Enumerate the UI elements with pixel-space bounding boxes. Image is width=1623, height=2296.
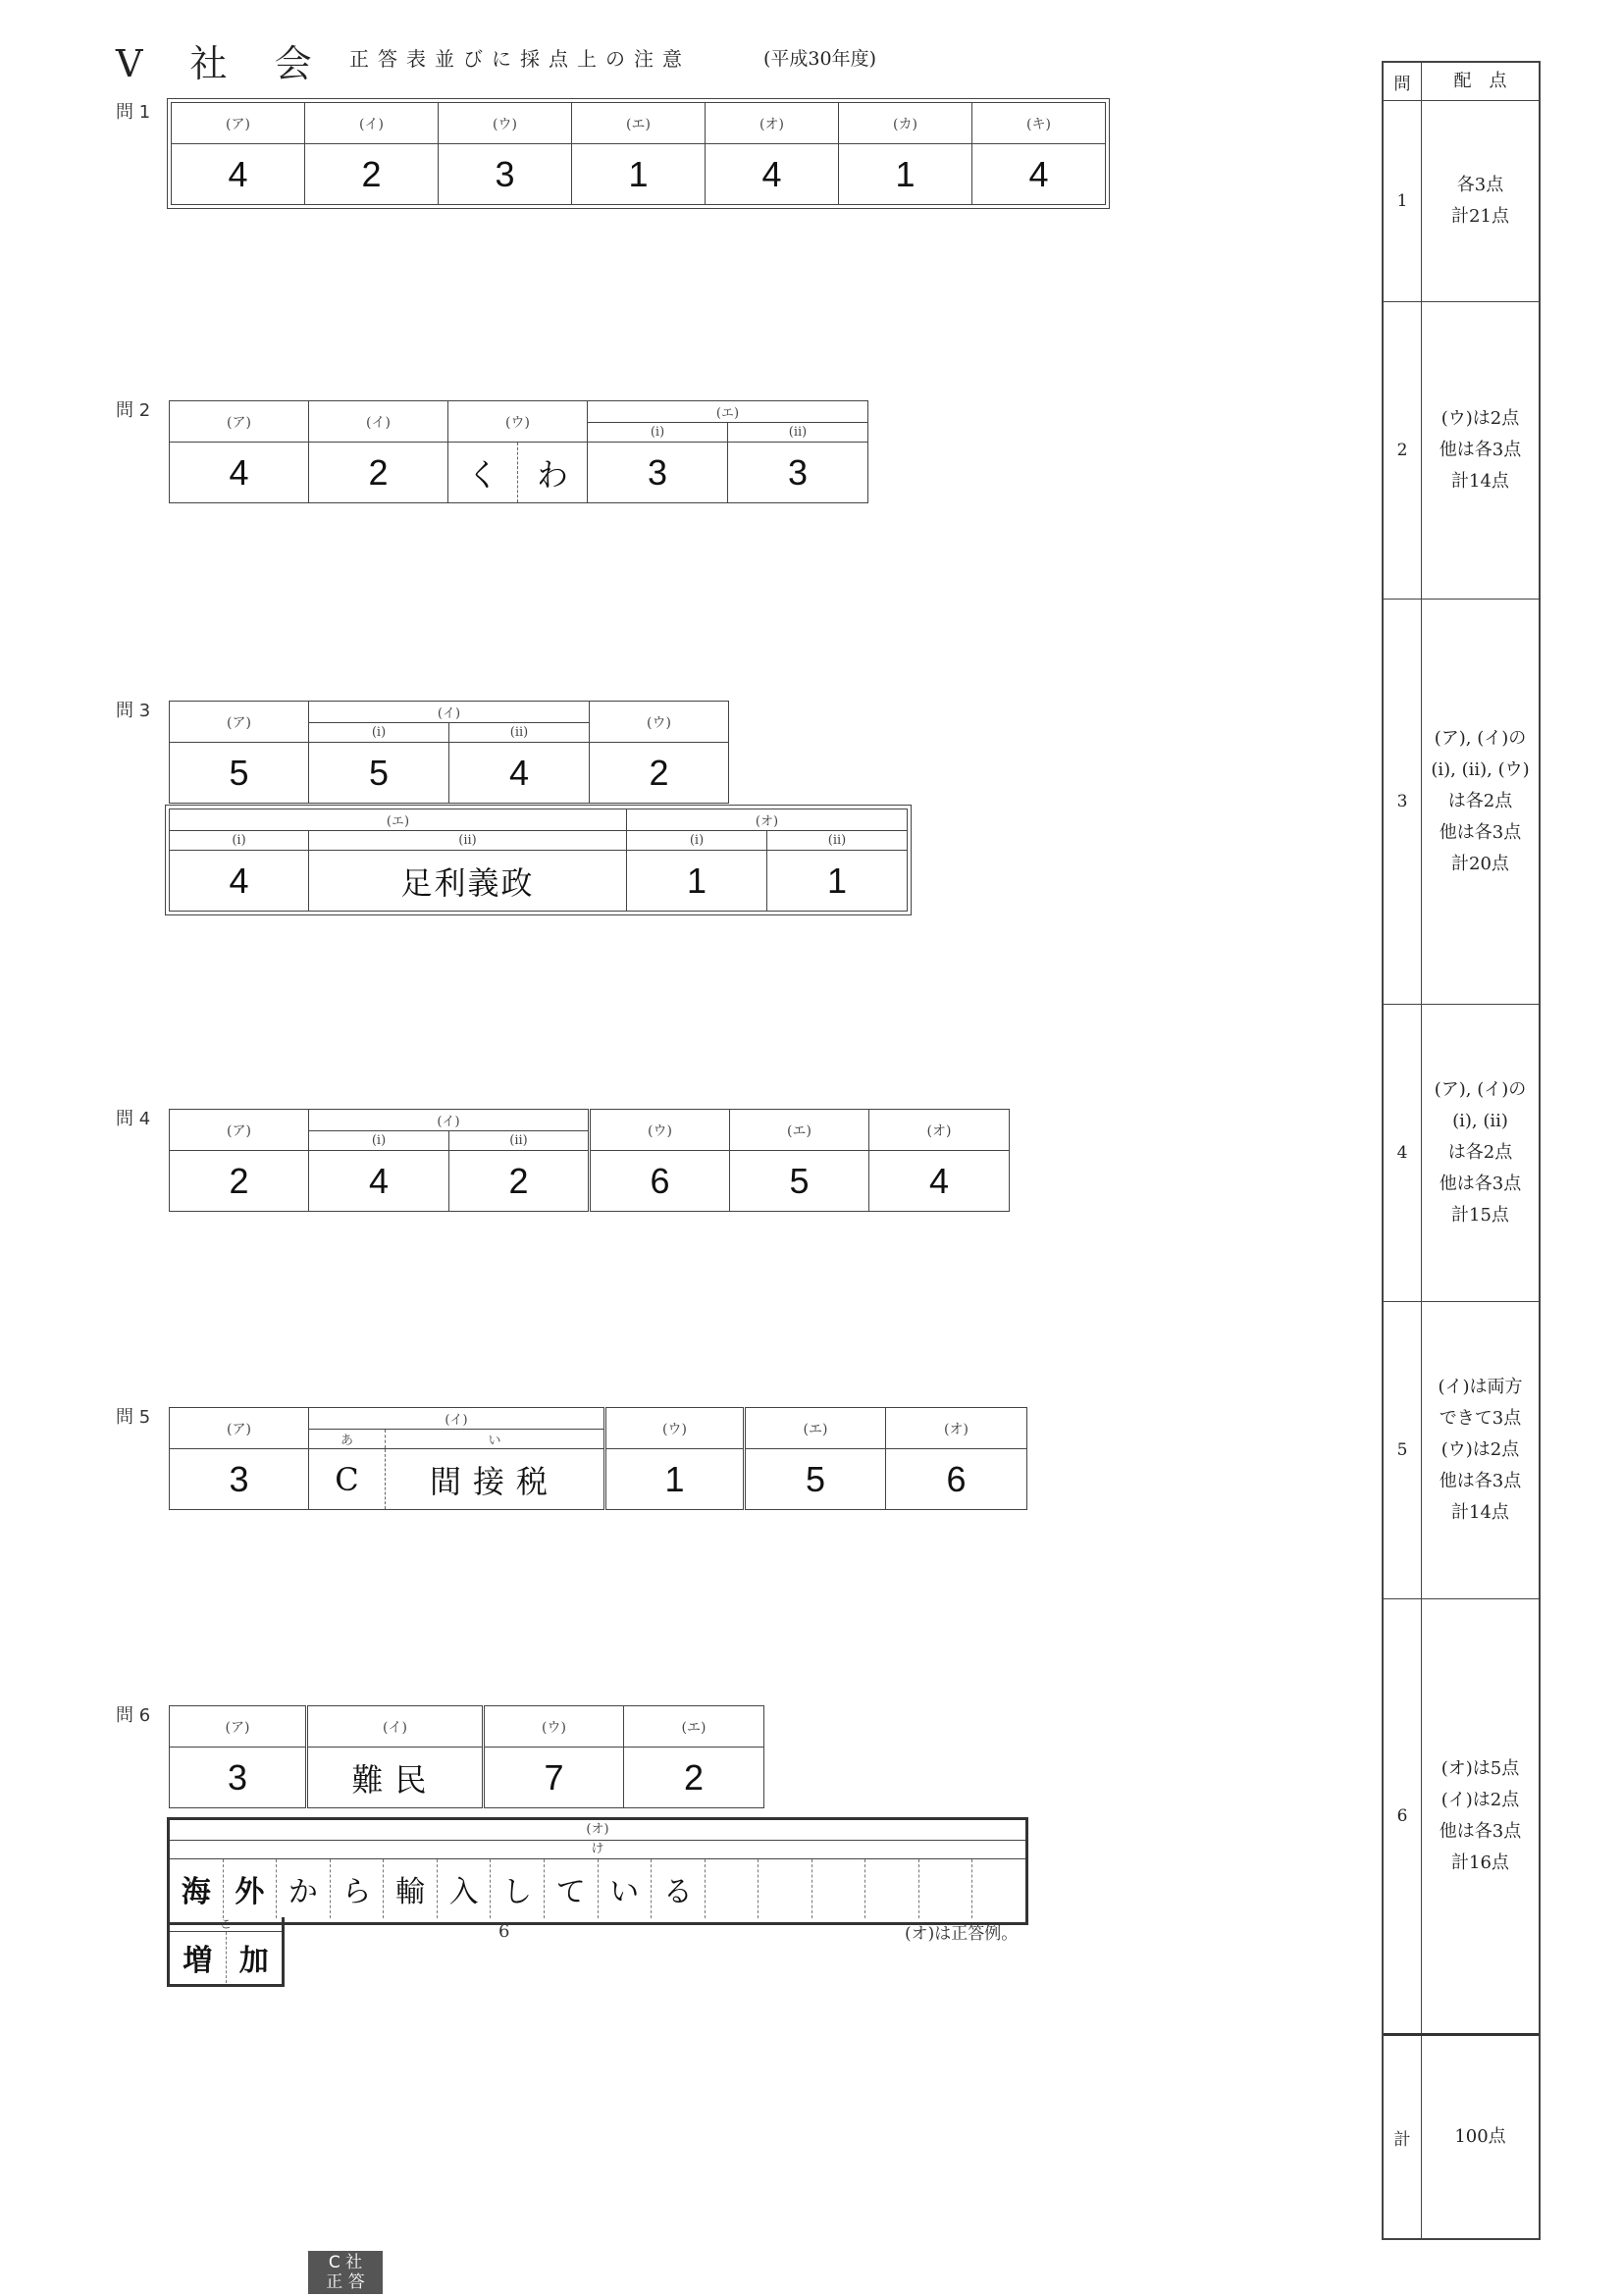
q5-header-a: (ア) xyxy=(170,1408,309,1449)
q6-o-char-cell: い xyxy=(598,1859,652,1918)
q5-answer-a: 3 xyxy=(170,1449,309,1510)
q1-header-ka: (カ) xyxy=(839,103,972,144)
q6-header-u: (ウ) xyxy=(484,1706,624,1748)
q2-answer-u-1: く xyxy=(448,443,518,503)
q5-answer-o: 6 xyxy=(886,1449,1027,1510)
score-head-t: 配 点 xyxy=(1453,71,1507,91)
score-table xyxy=(1382,61,1541,2240)
score-row-2 xyxy=(1384,301,1539,599)
q4-header-i: (イ) xyxy=(309,1110,590,1131)
score-total-t: 100点 xyxy=(1454,2126,1506,2147)
q2-answer-e-ii: 3 xyxy=(728,443,868,503)
q1-answer-e: 1 xyxy=(572,144,706,205)
score-total-row xyxy=(1384,2033,1539,2238)
q6-o-char-cell: か xyxy=(276,1859,330,1918)
q6-o-char-cell: 入 xyxy=(437,1859,491,1918)
q2-header-u: (ウ) xyxy=(448,401,588,443)
q5-sub-a: あ xyxy=(309,1430,386,1449)
q1-header-o: (オ) xyxy=(706,103,839,144)
score-t-5: (イ)は両方 できて3点 (ウ)は2点 他は各3点 計14点 xyxy=(1438,1377,1523,1523)
score-q-3: 3 xyxy=(1384,600,1422,1004)
q6-header-e: (エ) xyxy=(624,1706,764,1748)
q5-answer-e: 5 xyxy=(745,1449,886,1510)
score-row-3 xyxy=(1384,599,1539,1004)
q3-answer-e-i: 4 xyxy=(170,851,309,912)
q5-header-u: (ウ) xyxy=(605,1408,745,1449)
q1-answer-o: 4 xyxy=(706,144,839,205)
score-t-2: (ウ)は2点 他は各3点 計14点 xyxy=(1439,408,1522,492)
q6-o-char-cell: 海 xyxy=(181,1875,211,1909)
score-q-4: 4 xyxy=(1384,1005,1422,1301)
score-row-1 xyxy=(1384,100,1539,301)
q6-header-a: (ア) xyxy=(170,1706,307,1748)
q6-o-char-cell: る xyxy=(651,1859,705,1918)
score-q-5: 5 xyxy=(1384,1302,1422,1598)
q6-o-grid xyxy=(167,1817,1028,1925)
q5-header-o: (オ) xyxy=(886,1408,1027,1449)
q1-label: 問 1 xyxy=(116,102,151,123)
q5-table xyxy=(169,1407,1027,1510)
q3-e-sub-ii: (ii) xyxy=(309,831,627,851)
q3-answer-u: 2 xyxy=(590,743,729,804)
score-row-5 xyxy=(1384,1301,1539,1598)
q4-sub-ii: (ii) xyxy=(449,1131,590,1151)
q6-o-char-cell xyxy=(812,1859,865,1918)
q1-table xyxy=(171,102,1106,205)
page-year: (平成30年度) xyxy=(763,48,877,70)
q2-sub-ii: (ii) xyxy=(728,423,868,443)
q3-sub-ii: (ii) xyxy=(449,723,590,743)
score-t-6: (オ)は5点 (イ)は2点 他は各3点 計16点 xyxy=(1439,1758,1522,1873)
q6-table-1 xyxy=(169,1705,764,1808)
q2-answer-e-i: 3 xyxy=(588,443,728,503)
q5-header-e: (エ) xyxy=(745,1408,886,1449)
q5-header-i: (イ) xyxy=(309,1408,605,1430)
q3-answer-o-i: 1 xyxy=(627,851,767,912)
q6-o-answer-row2 xyxy=(170,1931,282,1983)
page-title: V 社 会 xyxy=(116,42,330,85)
score-t-3: (ア), (イ)の (i), (ii), (ウ) は各2点 他は各3点 計20点 xyxy=(1431,728,1530,874)
q2-header-a: (ア) xyxy=(170,401,309,443)
q6-o-char-cell-row2: 増 xyxy=(183,1944,213,1978)
q1-answer-u: 3 xyxy=(439,144,572,205)
q2-answer-a: 4 xyxy=(170,443,309,503)
q4-header-a: (ア) xyxy=(170,1110,309,1151)
q3-header-i: (イ) xyxy=(309,702,590,723)
score-total-q: 計 xyxy=(1384,2036,1422,2238)
q3-answer-i-ii: 4 xyxy=(449,743,590,804)
q1-answer-a: 4 xyxy=(172,144,305,205)
q6-o-char-cell: し xyxy=(490,1859,544,1918)
q3-answer-e-ii: 足利義政 xyxy=(309,851,627,912)
q4-answer-e: 5 xyxy=(730,1151,869,1212)
q3-e-sub-i: (i) xyxy=(170,831,309,851)
score-q-6: 6 xyxy=(1384,1599,1422,2033)
score-t-1: 各3点 計21点 xyxy=(1451,175,1509,227)
q2-header-i: (イ) xyxy=(309,401,448,443)
q1-header-e: (エ) xyxy=(572,103,706,144)
q6-char-count-mark: 6 xyxy=(498,1921,510,1942)
q6-o-char-cell xyxy=(971,1859,1025,1918)
q1-header-a: (ア) xyxy=(172,103,305,144)
score-row-4 xyxy=(1384,1004,1539,1301)
q6-note: (オ)は正答例。 xyxy=(905,1924,1019,1944)
q1-header-u: (ウ) xyxy=(439,103,572,144)
q1-header-ki: (キ) xyxy=(972,103,1106,144)
q6-o-char-cell: 外 xyxy=(223,1859,277,1918)
score-t-4: (ア), (イ)の (i), (ii) は各2点 他は各3点 計15点 xyxy=(1434,1079,1527,1226)
q6-o-char-cell: 輸 xyxy=(383,1859,437,1918)
q6-answer-u: 7 xyxy=(484,1748,624,1808)
q3-o-sub-i: (i) xyxy=(627,831,767,851)
q3-header-o: (オ) xyxy=(627,809,908,831)
q6-o-answer-row xyxy=(170,1859,1025,1918)
score-header-row xyxy=(1384,63,1539,100)
score-row-6 xyxy=(1384,1598,1539,2033)
q6-answer-a: 3 xyxy=(170,1748,307,1808)
q2-answer-u-2: わ xyxy=(518,443,588,503)
q3-o-sub-ii: (ii) xyxy=(767,831,908,851)
q1-answer-ki: 4 xyxy=(972,144,1106,205)
score-head-q: 問 xyxy=(1384,63,1422,100)
q1-header-i: (イ) xyxy=(305,103,439,144)
q4-answer-u: 6 xyxy=(590,1151,730,1212)
q3-sub-i: (i) xyxy=(309,723,449,743)
subject-stamp: C 社 正 答 xyxy=(308,2251,383,2294)
q6-o-grid-row2 xyxy=(167,1917,285,1987)
q6-header-i: (イ) xyxy=(307,1706,484,1748)
q4-sub-i: (i) xyxy=(309,1131,449,1151)
q2-sub-i: (i) xyxy=(588,423,728,443)
q4-answer-i-ii: 2 xyxy=(449,1151,590,1212)
q5-answer-u: 1 xyxy=(605,1449,745,1510)
q6-o-char-cell-row2: 加 xyxy=(226,1932,283,1983)
q4-header-e: (エ) xyxy=(730,1110,869,1151)
q2-header-e: (エ) xyxy=(588,401,868,423)
q4-answer-o: 4 xyxy=(869,1151,1010,1212)
q4-header-u: (ウ) xyxy=(590,1110,730,1151)
q1-answer-ka: 1 xyxy=(839,144,972,205)
q5-answer-i-a: C xyxy=(309,1449,386,1510)
q4-header-o: (オ) xyxy=(869,1110,1010,1151)
q6-o-char-cell xyxy=(864,1859,918,1918)
q6-o-char-cell xyxy=(918,1859,972,1918)
q3-header-a: (ア) xyxy=(170,702,309,743)
q3-header-u: (ウ) xyxy=(590,702,729,743)
q5-sub-i: い xyxy=(386,1430,605,1449)
page-subtitle: 正答表並びに採点上の注意 xyxy=(349,47,691,71)
q1-answer-i: 2 xyxy=(305,144,439,205)
q6-o-char-cell xyxy=(705,1859,759,1918)
q6-o-ko-mark: こ xyxy=(219,1917,232,1931)
q6-o-char-cell: て xyxy=(544,1859,598,1918)
q3-answer-i-i: 5 xyxy=(309,743,449,804)
q3-answer-o-ii: 1 xyxy=(767,851,908,912)
q3-table-1 xyxy=(169,701,729,804)
q6-o-ke-mark: け xyxy=(170,1841,1025,1859)
q6-answer-i: 難民 xyxy=(307,1748,484,1808)
q3-answer-a: 5 xyxy=(170,743,309,804)
q4-answer-a: 2 xyxy=(170,1151,309,1212)
q4-label: 問 4 xyxy=(116,1109,151,1129)
score-q-2: 2 xyxy=(1384,302,1422,599)
q4-answer-i-i: 4 xyxy=(309,1151,449,1212)
q5-answer-i-i: 間接税 xyxy=(386,1449,605,1510)
q6-answer-e: 2 xyxy=(624,1748,764,1808)
q6-label: 問 6 xyxy=(116,1705,151,1726)
q3-header-e: (エ) xyxy=(170,809,627,831)
q4-table xyxy=(169,1109,1010,1212)
score-q-1: 1 xyxy=(1384,101,1422,301)
q3-table-2 xyxy=(169,809,908,912)
q6-o-char-cell: ら xyxy=(330,1859,384,1918)
q6-o-char-cell xyxy=(758,1859,812,1918)
q6-o-header: (オ) xyxy=(170,1820,1025,1841)
q3-label: 問 3 xyxy=(116,701,151,721)
q2-table xyxy=(169,400,868,503)
q2-answer-i: 2 xyxy=(309,443,448,503)
q5-label: 問 5 xyxy=(116,1407,151,1428)
q2-label: 問 2 xyxy=(116,400,151,421)
